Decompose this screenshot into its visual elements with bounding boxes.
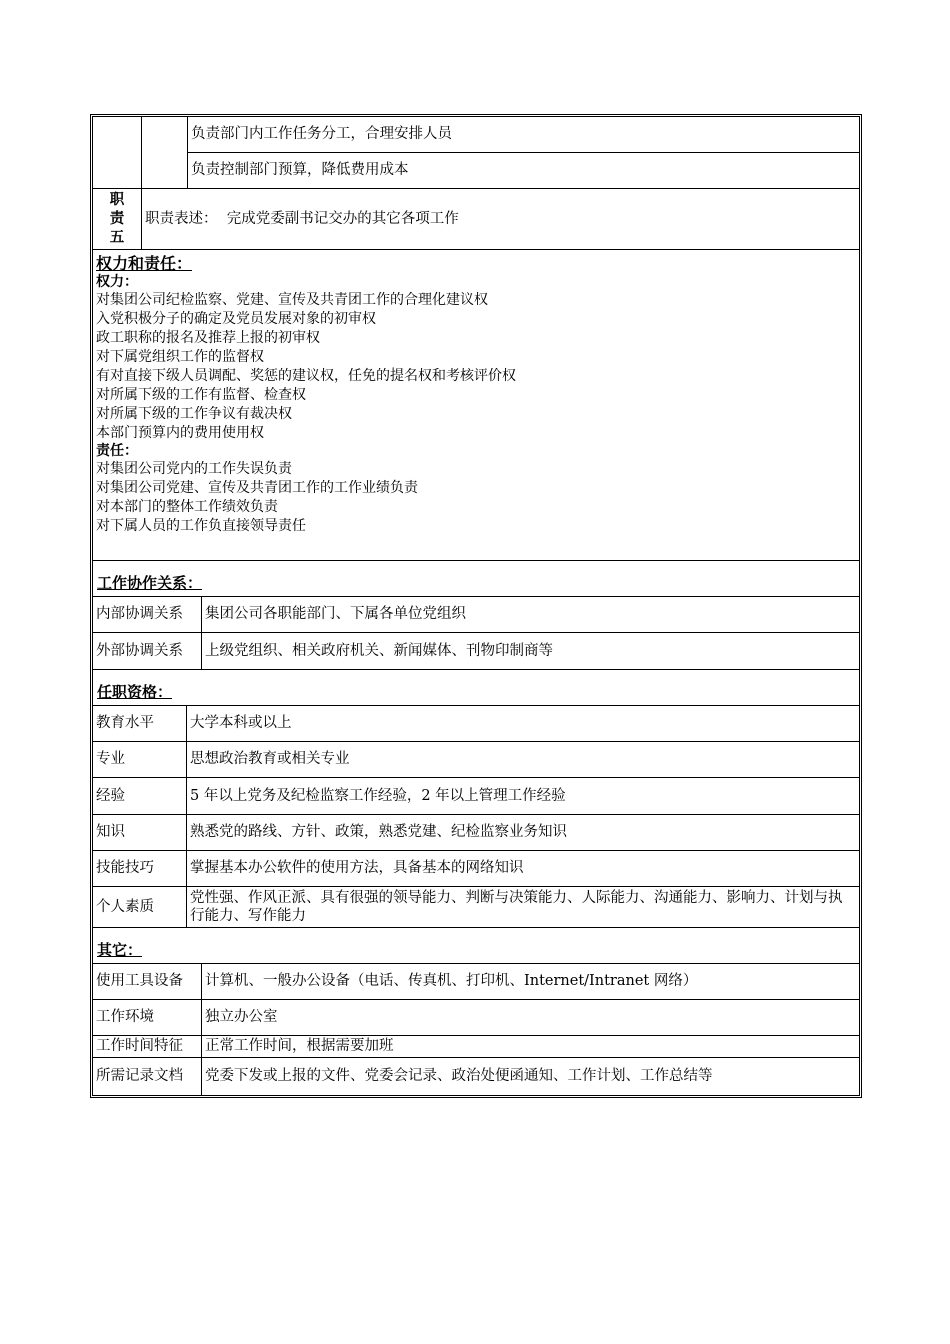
duty-row xyxy=(188,117,859,153)
duty-label-cell-empty xyxy=(93,117,142,188)
others-row xyxy=(93,1058,859,1095)
qualification-value: 大学本科或以上 xyxy=(190,715,292,731)
qualification-row xyxy=(93,778,859,815)
qualification-row xyxy=(93,706,859,742)
qualification-label: 个人素质 xyxy=(93,887,187,927)
duty-rows xyxy=(188,117,859,188)
others-label: 工作环境 xyxy=(93,1000,202,1035)
others-row xyxy=(93,964,859,1000)
responsibility-item: 对集团公司党建、宣传及共青团工作的工作业绩负责 xyxy=(96,480,418,496)
duty-five-row xyxy=(93,189,859,250)
job-description-table xyxy=(92,116,860,1096)
others-label: 工作时间特征 xyxy=(93,1036,202,1057)
authority-title: 权力和责任： xyxy=(96,254,193,273)
cooperation-title: 工作协作关系： xyxy=(97,574,203,592)
responsibility-heading: 责任： xyxy=(96,443,138,459)
responsibility-item: 对集团公司党内的工作失误负责 xyxy=(96,461,292,477)
qualification-value: 熟悉党的路线、方针、政策，熟悉党建、纪检监察业务知识 xyxy=(190,824,567,840)
cooperation-row xyxy=(93,597,859,633)
cooperation-row xyxy=(93,633,859,669)
power-item: 入党积极分子的确定及党员发展对象的初审权 xyxy=(96,311,376,327)
power-item: 对所属下级的工作有监督、检查权 xyxy=(96,387,306,403)
qualification-row xyxy=(93,815,859,851)
duty-continuation-block xyxy=(93,117,859,189)
power-item: 对集团公司纪检监察、党建、宣传及共青团工作的合理化建议权 xyxy=(96,292,488,308)
qualification-section xyxy=(93,670,859,928)
duty-row xyxy=(188,153,859,189)
qualification-row xyxy=(93,851,859,887)
cooperation-section xyxy=(93,561,859,670)
power-item: 本部门预算内的费用使用权 xyxy=(96,425,264,441)
qualification-value: 思想政治教育或相关专业 xyxy=(190,751,350,767)
cooperation-label: 外部协调关系 xyxy=(93,633,202,669)
qualification-row xyxy=(93,742,859,778)
power-item: 对所属下级的工作争议有裁决权 xyxy=(96,406,292,422)
others-value: 计算机、一般办公设备（电话、传真机、打印机、Internet/Intranet 网络） xyxy=(205,973,698,989)
duty-five-label xyxy=(93,189,142,249)
qualification-header xyxy=(93,670,859,706)
power-item: 有对直接下级人员调配、奖惩的建议权，任免的提名权和考核评价权 xyxy=(96,368,516,384)
duty-row-text: 负责控制部门预算，降低费用成本 xyxy=(191,161,409,178)
cooperation-label: 内部协调关系 xyxy=(93,597,202,632)
duty-row-text: 负责部门内工作任务分工，合理安排人员 xyxy=(191,125,452,142)
others-header xyxy=(93,928,859,964)
qualification-value: 5 年以上党务及纪检监察工作经验，2 年以上管理工作经验 xyxy=(190,787,566,804)
others-section xyxy=(93,928,859,1095)
power-item: 政工职称的报名及推荐上报的初审权 xyxy=(96,330,320,346)
qualification-value: 掌握基本办公软件的使用方法，具备基本的网络知识 xyxy=(190,860,524,876)
qualification-row xyxy=(93,887,859,927)
power-item: 对下属党组织工作的监督权 xyxy=(96,349,264,365)
others-label: 所需记录文档 xyxy=(93,1058,202,1095)
others-label: 使用工具设备 xyxy=(93,964,202,999)
others-value: 正常工作时间，根据需要加班 xyxy=(205,1038,394,1054)
duty-five-text: 职责表述： 完成党委副书记交办的其它各项工作 xyxy=(145,210,459,227)
duty-five-label-char: 五 xyxy=(109,229,125,246)
qualification-label: 技能技巧 xyxy=(93,851,187,886)
others-row xyxy=(93,1000,859,1036)
qualification-label: 经验 xyxy=(93,778,187,814)
authority-section xyxy=(93,250,859,561)
power-list xyxy=(96,291,856,443)
others-title: 其它： xyxy=(97,941,143,959)
others-value: 独立办公室 xyxy=(205,1009,278,1025)
cooperation-header xyxy=(93,561,859,597)
duty-five-label-char: 职 xyxy=(109,191,125,208)
qualification-label: 知识 xyxy=(93,815,187,850)
duty-sub-label-cell-empty xyxy=(142,117,188,188)
qualification-value: 党性强、作风正派、具有很强的领导能力、判断与决策能力、人际能力、沟通能力、影响力、计划与执行能力、写作能力 xyxy=(190,890,843,924)
duty-five-label-char: 责 xyxy=(109,210,125,227)
power-heading: 权力： xyxy=(96,274,138,290)
cooperation-value: 上级党组织、相关政府机关、新闻媒体、刊物印制商等 xyxy=(205,642,553,659)
responsibility-list xyxy=(96,460,856,536)
cooperation-value: 集团公司各职能部门、下属各单位党组织 xyxy=(205,606,466,622)
qualification-title: 任职资格： xyxy=(97,683,173,701)
others-value: 党委下发或上报的文件、党委会记录、政治处便函通知、工作计划、工作总结等 xyxy=(205,1068,713,1084)
qualification-label: 专业 xyxy=(93,742,187,777)
qualification-label: 教育水平 xyxy=(93,706,187,741)
responsibility-item: 对本部门的整体工作绩效负责 xyxy=(96,499,278,515)
responsibility-item: 对下属人员的工作负直接领导责任 xyxy=(96,518,306,534)
others-row xyxy=(93,1036,859,1058)
